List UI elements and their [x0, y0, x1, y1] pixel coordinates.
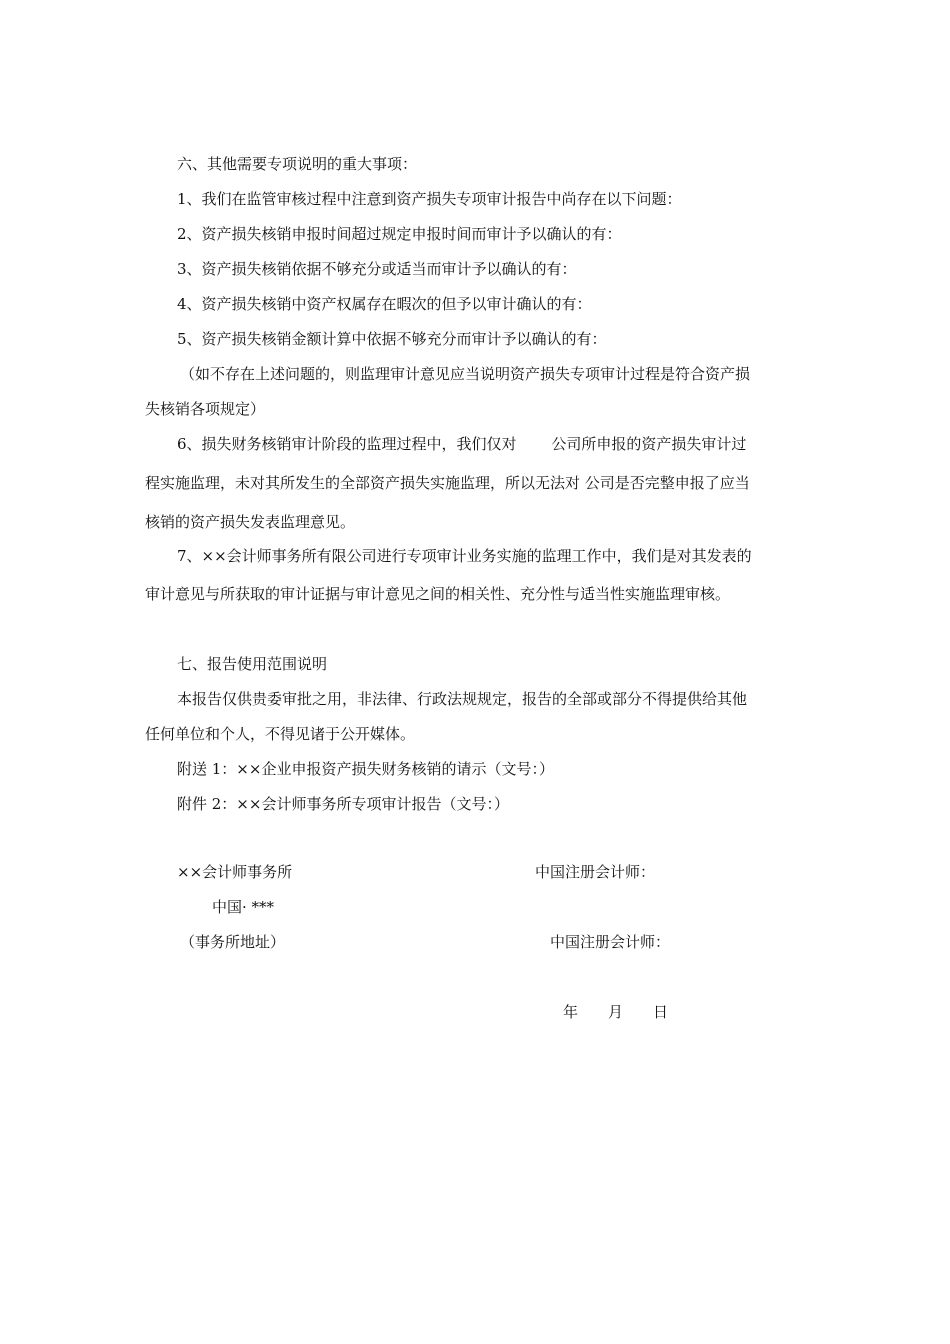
section6-item-5: 5、资产损失核销金额计算中依据不够充分而审计予以确认的有：	[177, 330, 607, 348]
date-day: 日	[653, 1003, 669, 1021]
note-line-1: （如不存在上述问题的，则监理审计意见应当说明资产损失专项审计过程是符合资产损	[180, 365, 751, 383]
section6-item-6-line-1: 6、损失财务核销审计阶段的监理过程中，我们仅对 公司所申报的资产损失审计过	[177, 435, 747, 453]
section6-item-7-line-2: 审计意见与所获取的审计证据与审计意见之间的相关性、充分性与适当性实施监理审核。	[145, 585, 731, 603]
note-line-2: 失核销各项规定）	[145, 400, 266, 418]
section7-heading: 七、报告使用范围说明	[177, 655, 328, 673]
date-month: 月	[608, 1003, 624, 1021]
section6-item-1: 1、我们在监管审核过程中注意到资产损失专项审计报告中尚存在以下问题：	[177, 190, 682, 208]
section6-heading: 六、其他需要专项说明的重大事项：	[177, 155, 418, 173]
section7-body-line-2: 任何单位和个人，不得见诸于公开媒体。	[145, 725, 416, 743]
section6-item-4: 4、资产损失核销中资产权属存在暇次的但予以审计确认的有：	[177, 295, 592, 313]
attachment-2: 附件 2：××会计师事务所专项审计报告（文号：）	[177, 795, 509, 813]
section7-body-line-1: 本报告仅供贵委审批之用，非法律、行政法规规定，报告的全部或部分不得提供给其他	[177, 690, 748, 708]
attachment-1: 附送 1：××企业申报资产损失财务核销的请示（文号：）	[177, 760, 554, 778]
section6-item-7-line-1: 7、××会计师事务所有限公司进行专项审计业务实施的监理工作中，我们是对其发表的	[177, 547, 752, 565]
date-line	[563, 994, 668, 1030]
cpa-signature-1: 中国注册会计师：	[535, 863, 656, 881]
firm-address: （事务所地址）	[180, 933, 286, 951]
section6-item-3: 3、资产损失核销依据不够充分或适当而审计予以确认的有：	[177, 260, 577, 278]
section6-item-6-line-3: 核销的资产损失发表监理意见。	[145, 513, 356, 531]
date-year: 年	[563, 1003, 579, 1021]
section6-item-6-line-2: 程实施监理，未对其所发生的全部资产损失实施监理，所以无法对 公司是否完整申报了应当	[145, 474, 750, 492]
cpa-signature-2: 中国注册会计师：	[550, 933, 671, 951]
firm-location: 中国· ***	[212, 898, 275, 916]
section6-item-2: 2、资产损失核销申报时间超过规定申报时间而审计予以确认的有：	[177, 225, 622, 243]
firm-name: ××会计师事务所	[177, 863, 293, 881]
